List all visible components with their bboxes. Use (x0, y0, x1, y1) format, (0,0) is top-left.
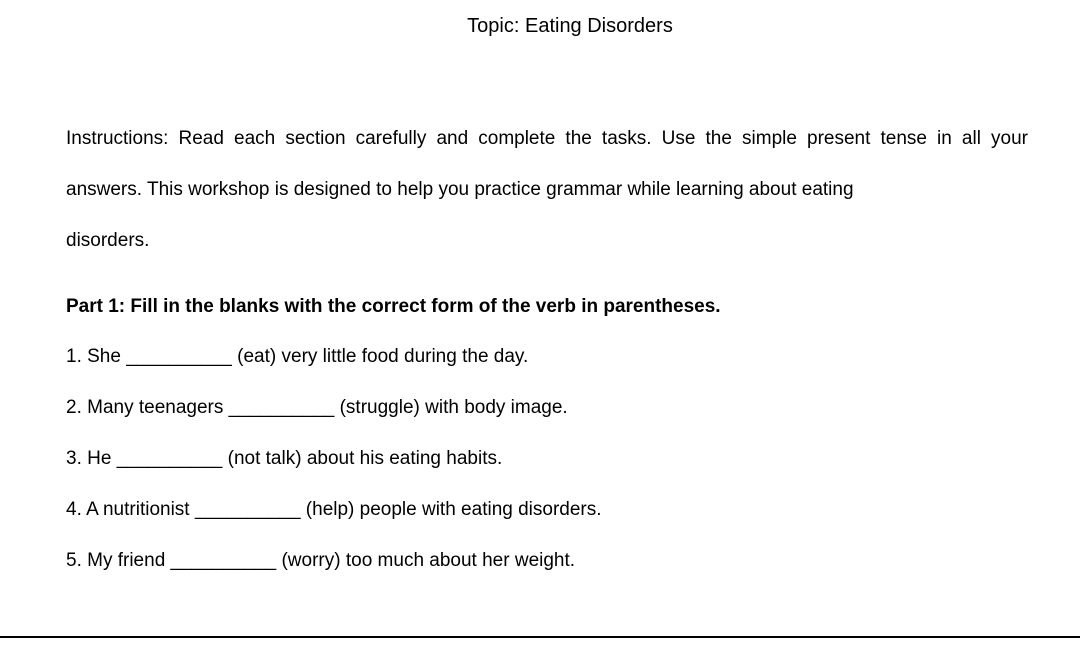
page-bottom-divider (0, 636, 1080, 638)
part1-exercise-list (66, 344, 602, 599)
exercise-item-3: 3. He __________ (not talk) about his eating habits. (66, 448, 503, 469)
page-title: Topic: Eating Disorders (467, 15, 673, 37)
exercise-item-2: 2. Many teenagers __________ (struggle) with body image. (66, 397, 568, 418)
instructions-text: Instructions: Read each section carefully and complete the tasks. Use the simple present tense in all your answers. This workshop is designed to help you practice grammar while learning about eating (66, 128, 1028, 200)
instructions-text-end: disorders. (66, 230, 150, 251)
part1-heading: Part 1: Fill in the blanks with the correct form of the verb in parentheses. (66, 296, 721, 317)
instructions-paragraph (66, 113, 1028, 266)
exercise-item-5: 5. My friend __________ (worry) too much about her weight. (66, 550, 576, 571)
exercise-item-1: 1. She __________ (eat) very little food during the day. (66, 346, 529, 367)
exercise-item-4: 4. A nutritionist __________ (help) people with eating disorders. (66, 499, 602, 520)
